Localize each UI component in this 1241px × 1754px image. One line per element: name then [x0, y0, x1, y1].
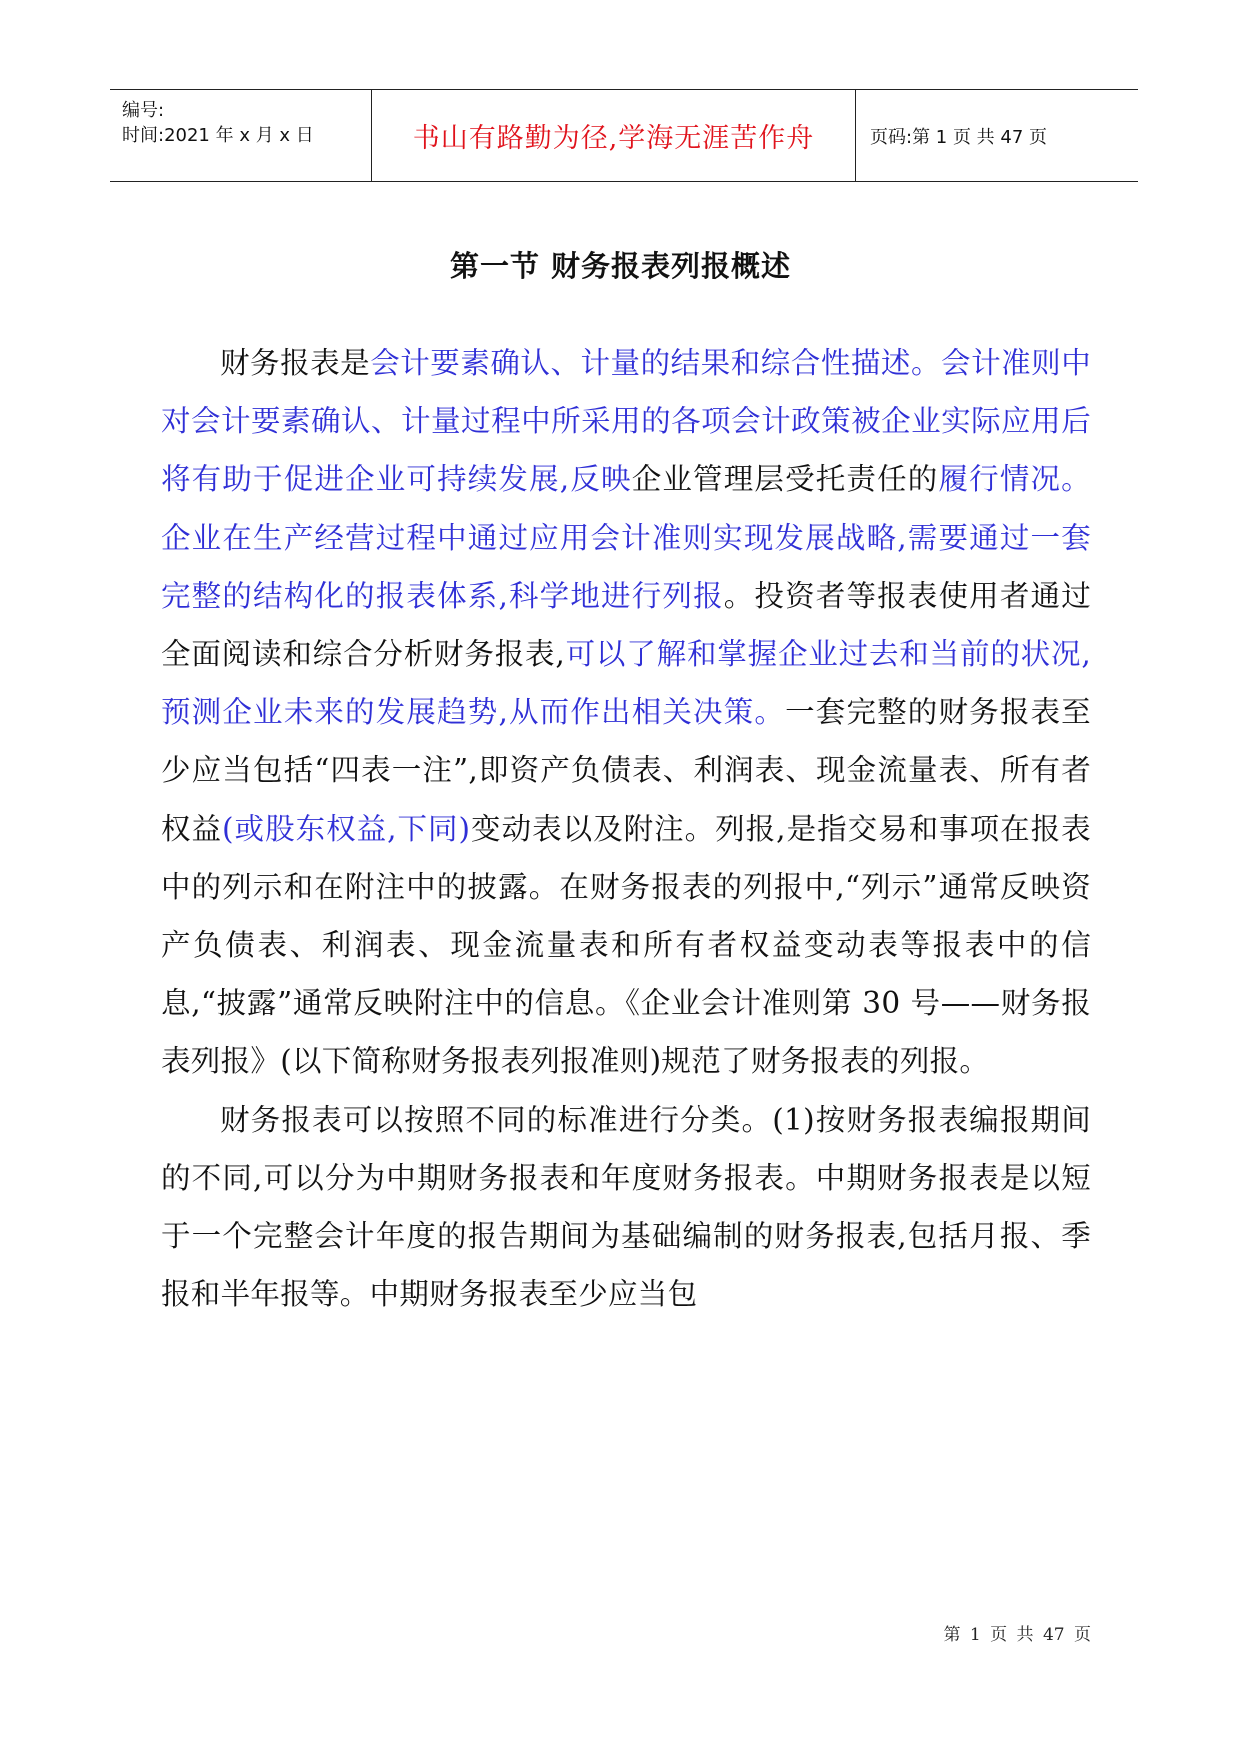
- header-page-code: 页码:第 1 页 共 47 页: [870, 126, 1048, 148]
- text-run: 企业管理层受托责任的: [631, 462, 939, 497]
- paragraph: [161, 1091, 1091, 1324]
- page-footer: 第 1 页 共 47 页: [943, 1625, 1091, 1645]
- document-time-label: 时间:2021 年 x 月 x 日: [122, 125, 314, 146]
- text-run: 财务报表是: [220, 346, 371, 380]
- header-motto-cell: [371, 90, 856, 181]
- highlighted-text-run: 可以了解和掌握企业过去和当前的状况,预测企业未来的发展趋势,从而作出相关决策。: [161, 637, 1092, 730]
- section-title: 第一节 财务报表列报概述: [449, 249, 792, 283]
- body-text: [161, 334, 1091, 1323]
- highlighted-text-run: (或股东权益,下同): [222, 811, 471, 846]
- text-run: 。投资者等报表使用者通过全面阅读和综合分析财务报表,: [161, 578, 1091, 672]
- page-header-table: [110, 89, 1138, 182]
- paragraph: [161, 334, 1091, 1091]
- header-motto: 书山有路勤为径,学海无涯苦作舟: [412, 123, 815, 154]
- header-info-cell: [110, 90, 371, 181]
- highlighted-text-run: 会计要素确认、计量的结果和综合性描述。会计准则中对会计要素确认、计量过程中所采用的各项会计政策被企业实际应用后将有助于促进企业可持续发展,反映: [161, 346, 1091, 497]
- document-number-label: 编号:: [122, 100, 165, 121]
- highlighted-text-run: 履行情况。企业在生产经营过程中通过应用会计准则实现发展战略,需要通过一套完整的结构化的报表体系,科学地进行列报: [161, 462, 1091, 613]
- header-page-cell: [856, 90, 1138, 181]
- text-run: 一套完整的财务报表至少应当包括“四表一注”,即资产负债表、利润表、现金流量表、所有者权益: [161, 695, 1091, 846]
- text-run: 财务报表可以按照不同的标准进行分类。(1)按财务报表编报期间的不同,可以分为中期财务报表和年度财务报表。中期财务报表是以短于一个完整会计年度的报告期间为基础编制的财务报表,包括月报、季报和半年报等。中期财务报表至少应当包: [161, 1102, 1091, 1312]
- text-run: 变动表以及附注。列报,是指交易和事项在报表中的列示和在附注中的披露。在财务报表的列报中,“列示”通常反映资产负债表、利润表、现金流量表和所有者权益变动表等报表中的信息,“披露”通常反映附注中的信息。《企业会计准则第 30 号——财务报表列报》(以下简称财务报表列报准则)规范了财务报表的列报。: [161, 811, 1091, 1079]
